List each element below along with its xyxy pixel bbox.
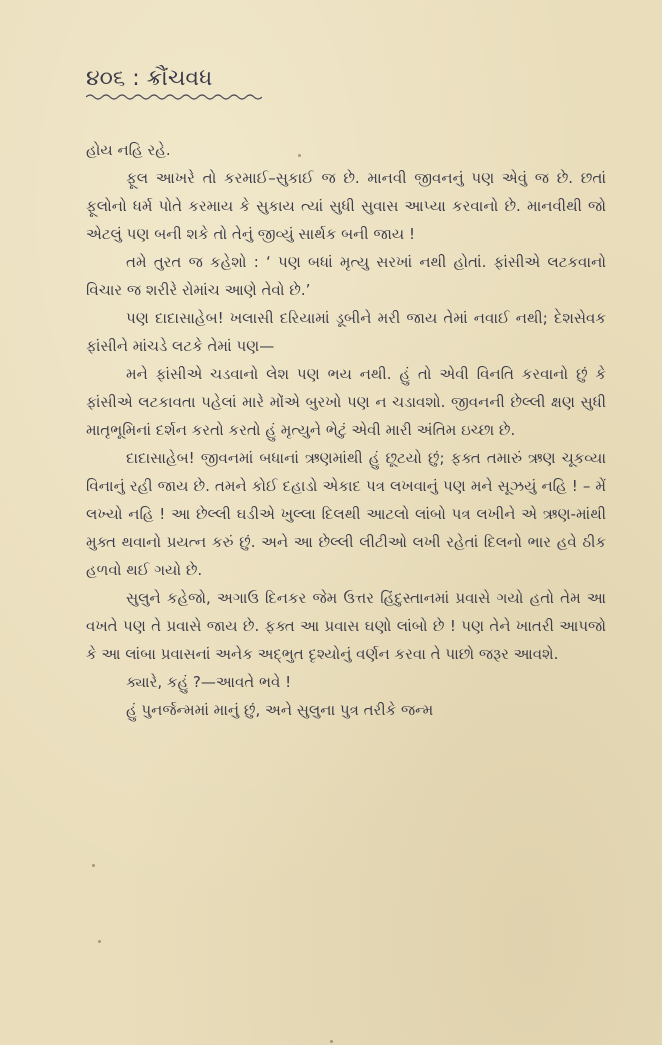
header-wavy-rule [86, 92, 262, 102]
paper-speck [92, 864, 95, 867]
paragraph-you-will-say: તમે તુરત જ કહેશો : ‘ પણ બધાં મૃત્યુ સરખાં નથી હોતાં. ફાંસીએ લટકવાનો વિચાર જ શરીરે રોમાંચ આણે તેવો છે.’ [86, 253, 606, 299]
paragraph-continued: હોય નહિ રહે. [86, 141, 171, 159]
paragraph-when: ક્યારે, કહું ?—આવતે ભવે ! [126, 673, 292, 691]
book-title: ક્રૌંચવધ [146, 66, 213, 91]
body-text [86, 136, 606, 724]
paper-speck [298, 154, 301, 157]
paragraph-debt: દાદાસાહેબ! જીવનમાં બધાનાં ઋણમાંથી હું છૂટયો છું; ફક્ત તમારું ઋણ ચૂકવ્યા વિનાનું રહી જાય છે. તમને કોઈ દહાડો એકાદ પત્ર લખવાનું પણ મને સૂઝયું નહિ ! – મેં લખ્યો નહિ ! આ છેલ્લી ઘડીએ ખુલ્લા દિલથી આટલો લાંબો પત્ર લખીને એ ઋણ-માંથી મુક્ત થવાનો પ્રયત્ન કરું છું. અને આ છેલ્લી લીટીઓ લખી રહેતાં દિલનો ભાર હવે ઠીક હળવો થઈ ગયો છે. [86, 449, 606, 579]
paper-speck [98, 940, 101, 943]
paragraph-tell-sulu: સુલુને કહેજો, અગાઉ દિનકર જેમ ઉત્તર હિંદુસ્તાનમાં પ્રવાસે ગયો હતો તેમ આ વખતે પણ તે પ્રવાસે જાય છે. ફક્ત આ પ્રવાસ ઘણો લાંબો છે ! પણ તેને ખાતરી આપજો કે આ લાંબા પ્રવાસનાં અનેક અદ્ભુત દૃશ્યોનું વર્ણન કરવા તે પાછો જરૂર આવશે. [86, 589, 606, 663]
paragraph-flower: ફૂલ આખરે તો કરમાઈ–સુકાઈ જ છે. માનવી જીવનનું પણ એવું જ છે. છતાં ફૂલોનો ધર્મ પોતે કરમાય કે સુકાય ત્યાં સુધી સુવાસ આપ્યા કરવાનો છે. માનવીથી જો એટલું પણ બની શકે તો તેનું જીવ્યું સાર્થક બની જાય ! [86, 169, 606, 243]
header-separator: : [132, 66, 140, 91]
page-number: ૪૦૬ [86, 66, 126, 91]
paragraph-no-fear: મને ફાંસીએ ચડવાનો લેશ પણ ભય નથી. હું તો એવી વિનતિ કરવાનો છું કે ફાંસીએ લટકાવતા પહેલાં મારે મોંએ બુરખો પણ ન ચડાવશો. જીવનની છેલ્લી ક્ષણ સુધી માતૃભૂમિનાં દર્શન કરતો કરતો હું મૃત્યુને ભેટું એવી મારી અંતિમ ઇચ્છા છે. [86, 365, 606, 439]
paragraph-dadasaheb-sailor: પણ દાદાસાહેબ! ખલાસી દરિયામાં ડૂબીને મરી જાય તેમાં નવાઈ નથી; દેશસેવક ફાંસીને માંચડે લટકે તેમાં પણ— [86, 309, 606, 355]
page-header [86, 66, 212, 91]
paragraph-rebirth: હું પુનર્જન્મમાં માનું છું, અને સુલુના પુત્ર તરીકે જન્મ [126, 701, 434, 719]
paper-speck [330, 1040, 333, 1043]
